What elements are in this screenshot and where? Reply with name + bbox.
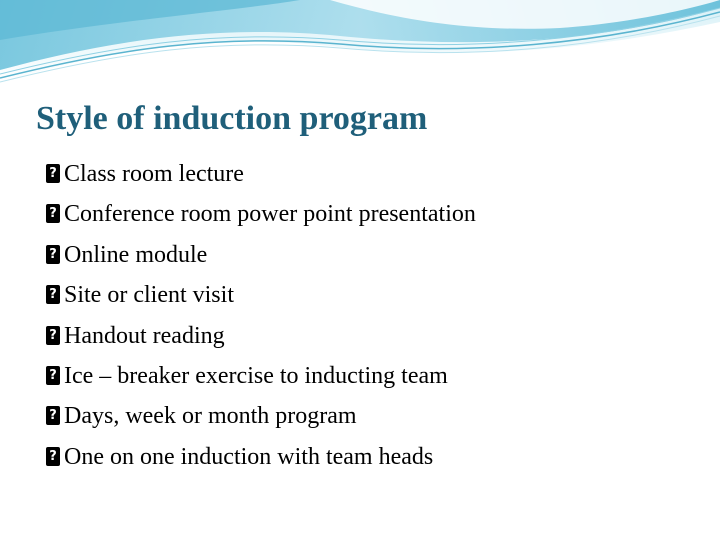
bullet-text: Site or client visit <box>64 282 234 309</box>
bullet-text: Class room lecture <box>64 161 244 187</box>
replacement-char-icon <box>46 245 60 264</box>
bullet-text: Handout reading <box>64 322 225 349</box>
bullet-text: Online module <box>64 241 208 268</box>
replacement-char-icon <box>46 366 60 385</box>
list-item <box>46 318 476 358</box>
list-item <box>46 358 476 398</box>
replacement-char-icon <box>46 406 60 425</box>
replacement-char-icon <box>46 447 60 466</box>
bullet-text: One on one induction with team heads <box>64 443 434 470</box>
list-item <box>46 237 476 277</box>
replacement-char-icon <box>46 326 60 345</box>
slide-title: Style of induction program <box>36 100 428 137</box>
replacement-char-icon <box>46 164 60 183</box>
header-wave-decoration <box>0 0 720 100</box>
bullet-text: Conference room power point presentation <box>64 201 476 228</box>
replacement-char-icon <box>46 204 60 223</box>
list-item <box>46 156 476 196</box>
bullet-list <box>46 156 476 479</box>
replacement-char-icon <box>46 285 60 304</box>
bullet-text: Days, week or month program <box>64 403 357 430</box>
list-item <box>46 439 476 479</box>
list-item <box>46 196 476 236</box>
bullet-text: Ice – breaker exercise to inducting team <box>64 362 448 389</box>
list-item <box>46 277 476 317</box>
list-item <box>46 398 476 438</box>
